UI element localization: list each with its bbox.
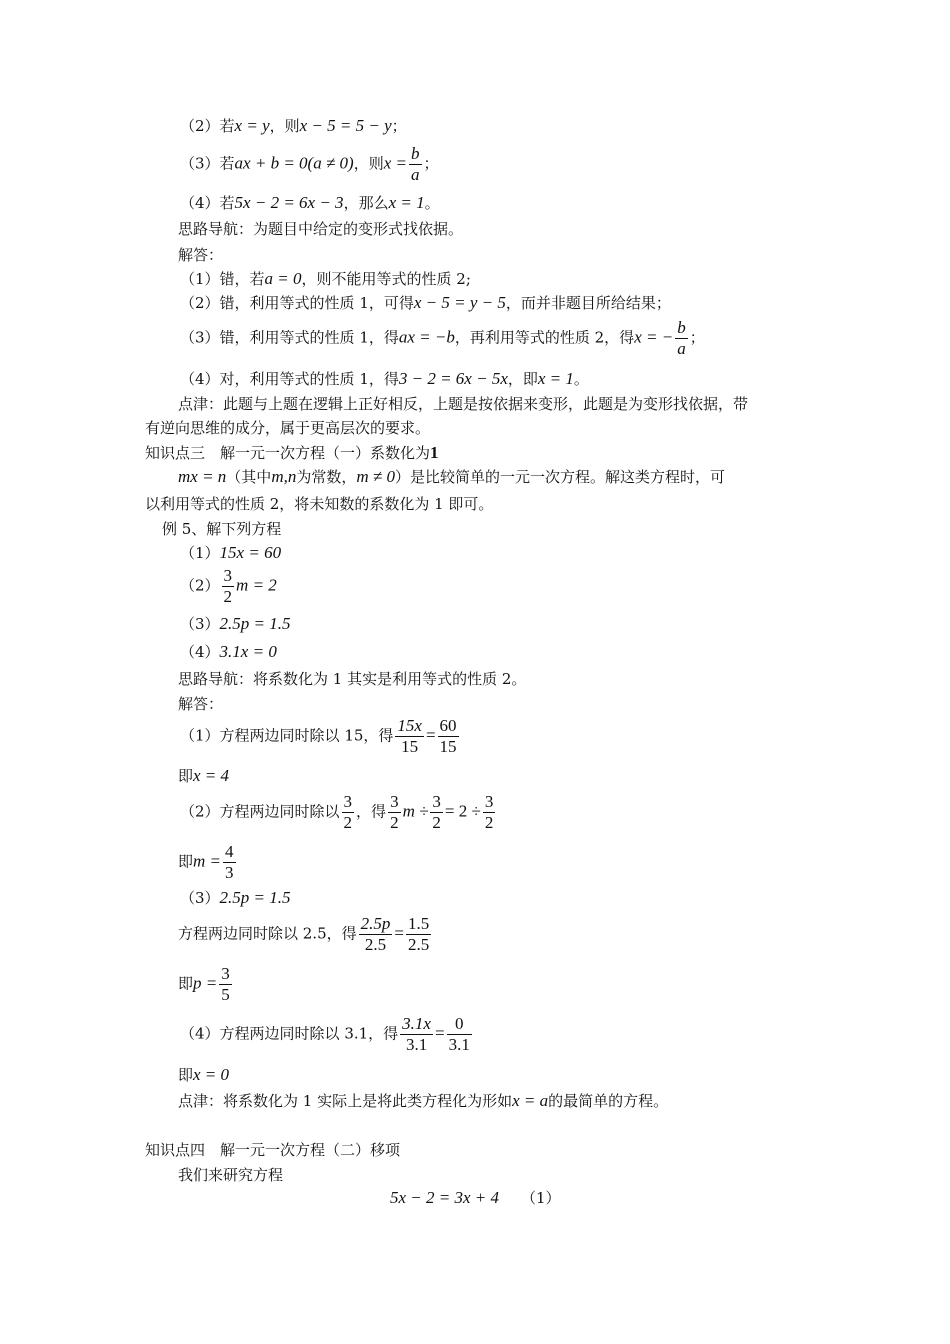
intro-line-1: mx = n（其中m,n为常数，m ≠ 0）是比较简单的一元一次方程。解这类方程时，可	[178, 467, 725, 486]
study-line: 我们来研究方程	[178, 1166, 284, 1184]
problem-3: （3）若ax + b = 0(a ≠ 0)，则x = $\frac{b}{a}$ ；	[180, 144, 439, 184]
solution-3-result: 即p = $\frac{3}{5}$	[178, 964, 230, 1004]
question-2: （2） $\frac{3}{2}$ m = 2	[180, 566, 277, 606]
knowledge-point-4-heading: 知识点四 解一元一次方程（二）移项	[145, 1141, 401, 1159]
problem-4: （4）若5x − 2 = 6x − 3，那么x = 1。	[180, 193, 440, 212]
solution-4-result: 即x = 0	[178, 1065, 230, 1084]
fraction: $\frac{3}{2}$	[484, 792, 494, 832]
answer-3: （3）错，利用等式的性质 1，得ax = −b，再利用等式的性质 2，得x = − $\frac{b}{a}$ ；	[180, 318, 705, 358]
solution-3: （3）2.5p = 1.5	[180, 888, 291, 907]
problem-2: （2）若x = y，则x − 5 = 5 − y；	[180, 116, 407, 135]
answer-4: （4）对，利用等式的性质 1，得3 − 2 = 6x − 5x，即x = 1。	[180, 369, 589, 388]
answer-heading-1: 解答：	[178, 246, 224, 264]
fraction: $\frac{2.5p}{2.5}$	[360, 914, 391, 954]
solution-1-result: 即x = 4	[178, 766, 230, 785]
fraction: $\frac{b}{a}$	[677, 318, 686, 358]
note-2: 点津：将系数化为 1 实际上是将此类方程化为形如x = a的最简单的方程。	[178, 1091, 669, 1110]
answer-1: （1）错，若a = 0，则不能用等式的性质 2;	[180, 269, 471, 288]
answer-heading-2: 解答：	[178, 695, 224, 713]
fraction: $\frac{3}{2}$	[432, 792, 441, 832]
question-3: （3）2.5p = 1.5	[180, 614, 291, 633]
thinking-guide-2: 思路导航：将系数化为 1 其实是利用等式的性质 2。	[178, 670, 527, 688]
solution-3-step: 方程两边同时除以 2.5，得 $\frac{2.5p}{2.5}$ = $\frac{1.5}{2.5}$	[178, 914, 430, 954]
solution-2: （2）方程两边同时除以 $\frac{3}{2}$ ，得 $\frac{3}{2}$ m ÷ $\frac{3}{2}$ = 2 ÷ $\frac{3}{2}$	[180, 792, 494, 832]
fraction: $\frac{1.5}{2.5}$	[407, 914, 430, 954]
question-1: （1）15x = 60	[180, 543, 282, 562]
fraction: $\frac{3}{2}$	[343, 792, 353, 832]
fraction: $\frac{4}{3}$	[225, 842, 234, 882]
fraction: $\frac{60}{15}$	[439, 716, 457, 756]
equation-1: 5x − 2 = 3x + 4 （1）	[390, 1188, 561, 1207]
fraction: $\frac{3}{2}$	[223, 566, 233, 606]
fraction: $\frac{15x}{15}$	[397, 716, 422, 756]
intro-line-2: 以利用等式的性质 2，将未知数的系数化为 1 即可。	[145, 495, 494, 513]
fraction: $\frac{3}{5}$	[221, 964, 230, 1004]
solution-1: （1）方程两边同时除以 15，得 $\frac{15x}{15}$ = $\frac{60}{15}$	[180, 716, 457, 756]
fraction: $\frac{3}{2}$	[390, 792, 399, 832]
question-4: （4）3.1x = 0	[180, 642, 277, 661]
knowledge-point-3-heading: 知识点三 解一元一次方程（一）系数化为1	[145, 443, 439, 462]
fraction: $\frac{0}{3.1}$	[448, 1014, 470, 1054]
fraction: $\frac{3.1x}{3.1}$	[402, 1014, 431, 1054]
note-1-line-1: 点津：此题与上题在逻辑上正好相反，上题是按依据来变形，此题是为变形找依据，带	[178, 395, 749, 413]
thinking-guide-1: 思路导航：为题目中给定的变形式找依据。	[178, 220, 464, 238]
solution-4: （4）方程两边同时除以 3.1，得 $\frac{3.1x}{3.1}$ = $\frac{0}{3.1}$	[180, 1014, 470, 1054]
example-5-heading: 例 5、解下列方程	[162, 520, 282, 538]
note-1-line-2: 有逆向思维的成分，属于更高层次的要求。	[145, 419, 431, 437]
fraction: $\frac{b}{a}$	[411, 144, 420, 184]
answer-2: （2）错，利用等式的性质 1，可得x − 5 = y − 5，而并非题目所给结果；	[180, 293, 671, 312]
solution-2-result: 即m = $\frac{4}{3}$	[178, 842, 234, 882]
